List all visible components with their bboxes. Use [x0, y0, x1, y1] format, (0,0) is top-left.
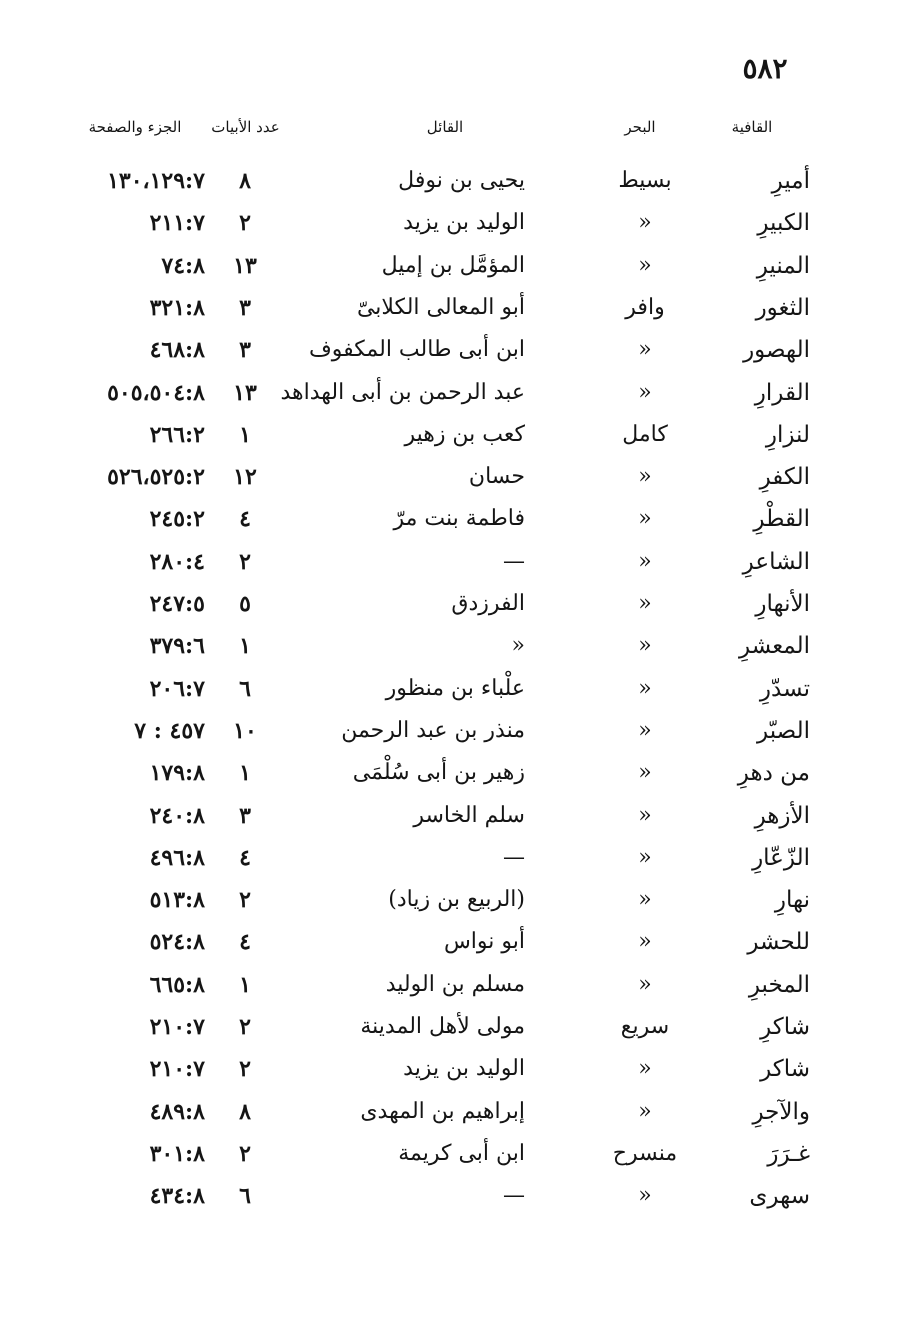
rhyme-cell: الزّعّارِ — [752, 844, 810, 871]
rhyme-cell: شاكر — [760, 1056, 810, 1083]
volume-page-cell: ٣٠١:٨ — [149, 1140, 205, 1167]
table-row — [0, 498, 920, 540]
verse-count-cell: ٣ — [239, 294, 251, 321]
meter-cell: « — [638, 379, 652, 405]
poet-cell: — — [503, 1183, 525, 1209]
meter-cell: « — [638, 1098, 652, 1124]
volume-page-cell: ٤٩٦:٨ — [149, 844, 205, 871]
verse-count-cell: ٤ — [239, 506, 251, 533]
rhyme-cell: الثغور — [755, 294, 810, 321]
header-verse-count: عدد الأبيات — [211, 118, 280, 136]
verse-count-cell: ١ — [239, 760, 251, 787]
poet-cell: كعب بن زهير — [404, 421, 525, 447]
meter-cell: « — [638, 337, 652, 363]
poet-cell: زهير بن أبى سُلْمَى — [352, 760, 525, 786]
meter-cell: « — [638, 1183, 652, 1209]
page-number: ٥٨٢ — [742, 52, 788, 85]
table-row — [0, 287, 920, 329]
poet-cell: عبد الرحمن بن أبى الهداهد — [280, 379, 525, 405]
volume-page-cell: ٢٤٧:٥ — [149, 591, 205, 617]
table-row — [0, 837, 920, 879]
meter-cell: سريع — [620, 1014, 670, 1039]
verse-count-cell: ٢ — [239, 548, 251, 575]
volume-page-cell: ١٣٠،١٢٩:٧ — [107, 168, 205, 194]
volume-page-cell: ٢١١:٧ — [149, 210, 205, 237]
verse-count-cell: ١٢ — [233, 464, 257, 491]
poet-cell: الفرزدق — [451, 591, 525, 616]
rhyme-cell: الأزهرِ — [754, 802, 810, 829]
poet-cell: إبراهيم بن المهدى — [360, 1098, 525, 1124]
table-row — [0, 1006, 920, 1048]
verse-count-cell: ٢ — [239, 887, 251, 914]
verse-count-cell: ١ — [239, 971, 251, 998]
table-row — [0, 456, 920, 498]
verse-count-cell: ٣ — [239, 802, 251, 829]
meter-cell: « — [638, 548, 652, 574]
table-row — [0, 245, 920, 287]
poet-cell: سلم الخاسر — [413, 802, 525, 828]
verse-count-cell: ٣ — [239, 337, 251, 364]
poet-cell: علْباء بن منظور — [385, 675, 525, 701]
rhyme-cell: الكبيرِ — [757, 210, 810, 237]
rhyme-cell: لنزارِ — [765, 421, 810, 448]
rhyme-cell: نهارِ — [774, 887, 810, 914]
meter-cell: « — [638, 464, 652, 490]
volume-page-cell: ٤٦٨:٨ — [149, 337, 205, 364]
volume-page-cell: ٢١٠:٧ — [149, 1056, 205, 1083]
volume-page-cell: ٢٤٠:٨ — [149, 802, 205, 829]
rhyme-cell: سهرى — [749, 1183, 810, 1210]
poet-cell: فاطمة بنت مرّ — [393, 506, 525, 532]
table-row — [0, 541, 920, 583]
meter-cell: « — [638, 675, 652, 701]
poet-cell: أبو المعالى الكلابىّ — [356, 294, 525, 320]
rhyme-cell: الصبّر — [757, 717, 810, 744]
table-row — [0, 964, 920, 1006]
volume-page-cell: ٢٦٦:٢ — [149, 421, 205, 448]
volume-page-cell: ٢٨٠:٤ — [149, 548, 205, 575]
volume-page-cell: ٢٠٦:٧ — [149, 675, 205, 702]
volume-page-cell: ٤٨٩:٨ — [149, 1098, 205, 1125]
verse-count-cell: ٦ — [239, 1183, 251, 1210]
poet-cell: « — [511, 633, 525, 659]
volume-page-cell: ١٧٩:٨ — [149, 760, 205, 787]
poet-cell: أبو نواس — [443, 929, 525, 955]
table-row — [0, 795, 920, 837]
rhyme-cell: القرارِ — [754, 379, 810, 406]
header-meter: البحر — [624, 118, 656, 136]
poet-cell: — — [503, 844, 525, 870]
verse-count-cell: ٤ — [239, 929, 251, 956]
poet-cell: الوليد بن يزيد — [403, 1056, 525, 1082]
table-row — [0, 1091, 920, 1133]
rhyme-cell: الشاعرِ — [742, 548, 810, 575]
meter-cell: « — [638, 591, 652, 616]
header-rhyme: القافية — [731, 118, 773, 136]
rhyme-cell: المخبرِ — [748, 971, 810, 998]
meter-cell: كامل — [622, 421, 668, 447]
table-row — [0, 583, 920, 625]
volume-page-cell: ٢١٠:٧ — [149, 1014, 205, 1040]
rhyme-cell: من دهرِ — [737, 760, 810, 787]
meter-cell: « — [638, 802, 652, 828]
rhyme-cell: الكفرِ — [759, 464, 810, 491]
rhyme-cell: غـرَرَ — [767, 1140, 810, 1167]
table-row — [0, 1048, 920, 1090]
verse-count-cell: ٤ — [239, 844, 251, 871]
rhyme-cell: والآجرِ — [752, 1098, 810, 1125]
table-row — [0, 625, 920, 667]
table-row — [0, 329, 920, 371]
volume-page-cell: ٥٢٤:٨ — [149, 929, 205, 956]
verse-count-cell: ٢ — [239, 1140, 251, 1167]
verse-count-cell: ٥ — [239, 591, 251, 617]
poet-cell: — — [503, 548, 525, 574]
verse-count-cell: ٨ — [239, 168, 251, 194]
rhyme-cell: الهصور — [743, 337, 810, 364]
poet-cell: المؤمَّل بن إميل — [381, 252, 525, 278]
volume-page-cell: ٦٦٥:٨ — [149, 971, 205, 998]
poet-cell: ابن أبى كريمة — [398, 1140, 525, 1166]
table-row — [0, 202, 920, 244]
rhyme-cell: تسدّرِ — [759, 675, 810, 702]
meter-cell: « — [638, 887, 652, 913]
meter-cell: « — [638, 971, 652, 997]
poet-cell: حسان — [468, 464, 525, 490]
rhyme-cell: الأنهارِ — [755, 591, 810, 617]
verse-count-cell: ٢ — [239, 210, 251, 237]
table-row — [0, 160, 920, 202]
meter-cell: وافر — [625, 294, 665, 320]
volume-page-cell: ٣٢١:٨ — [149, 294, 205, 321]
verse-count-cell: ١ — [239, 421, 251, 448]
verse-count-cell: ٢ — [239, 1056, 251, 1083]
table-row — [0, 710, 920, 752]
table-row — [0, 879, 920, 921]
meter-cell: « — [638, 717, 652, 743]
meter-cell: « — [638, 210, 652, 236]
meter-cell: منسرح — [612, 1140, 678, 1166]
meter-cell: « — [638, 929, 652, 955]
rhyme-cell: المعشرِ — [739, 633, 810, 660]
volume-page-cell: ٥٢٦،٥٢٥:٢ — [107, 464, 205, 491]
meter-cell: « — [638, 633, 652, 659]
rhyme-cell: للحشر — [747, 929, 810, 956]
verse-count-cell: ٦ — [239, 675, 251, 702]
verse-count-cell: ١٣ — [233, 379, 257, 406]
meter-cell: بسيط — [618, 168, 672, 193]
poet-cell: مولى لأهل المدينة — [360, 1014, 525, 1039]
table-row — [0, 921, 920, 963]
table-row — [0, 752, 920, 794]
table-row — [0, 372, 920, 414]
poet-cell: الوليد بن يزيد — [403, 210, 525, 236]
verse-count-cell: ١ — [239, 633, 251, 660]
poet-cell: (الربيع بن زياد) — [388, 887, 525, 913]
volume-page-cell: ٥٠٥،٥٠٤:٨ — [107, 379, 205, 406]
table-row — [0, 1133, 920, 1175]
meter-cell: « — [638, 252, 652, 278]
poet-cell: ابن أبى طالب المكفوف — [308, 337, 525, 363]
verse-count-cell: ١٠ — [233, 717, 257, 744]
volume-page-cell: ٥١٣:٨ — [149, 887, 205, 914]
verse-count-cell: ١٣ — [233, 252, 257, 279]
table-row — [0, 1175, 920, 1217]
verse-count-cell: ٨ — [239, 1098, 251, 1125]
table-row — [0, 414, 920, 456]
volume-page-cell: ٢٤٥:٢ — [149, 506, 205, 533]
rhyme-cell: القطْرِ — [753, 506, 810, 533]
header-poet: القائل — [426, 118, 464, 136]
meter-cell: « — [638, 506, 652, 532]
rhyme-cell: المنيرِ — [756, 252, 810, 279]
volume-page-cell: ٤٥٧ : ٧ — [134, 717, 205, 744]
meter-cell: « — [638, 844, 652, 870]
rhyme-cell: شاكرِ — [760, 1014, 810, 1040]
table-row — [0, 668, 920, 710]
meter-cell: « — [638, 760, 652, 786]
poet-cell: منذر بن عبد الرحمن — [341, 717, 525, 743]
rhyme-cell: أميرِ — [771, 168, 810, 194]
poet-cell: مسلم بن الوليد — [385, 971, 525, 997]
volume-page-cell: ٤٣٤:٨ — [149, 1183, 205, 1210]
volume-page-cell: ٣٧٩:٦ — [149, 633, 205, 660]
header-volume-page: الجزء والصفحة — [88, 118, 182, 136]
volume-page-cell: ٧٤:٨ — [161, 252, 205, 279]
meter-cell: « — [638, 1056, 652, 1082]
verse-count-cell: ٢ — [239, 1014, 251, 1040]
poet-cell: يحيى بن نوفل — [398, 168, 525, 193]
